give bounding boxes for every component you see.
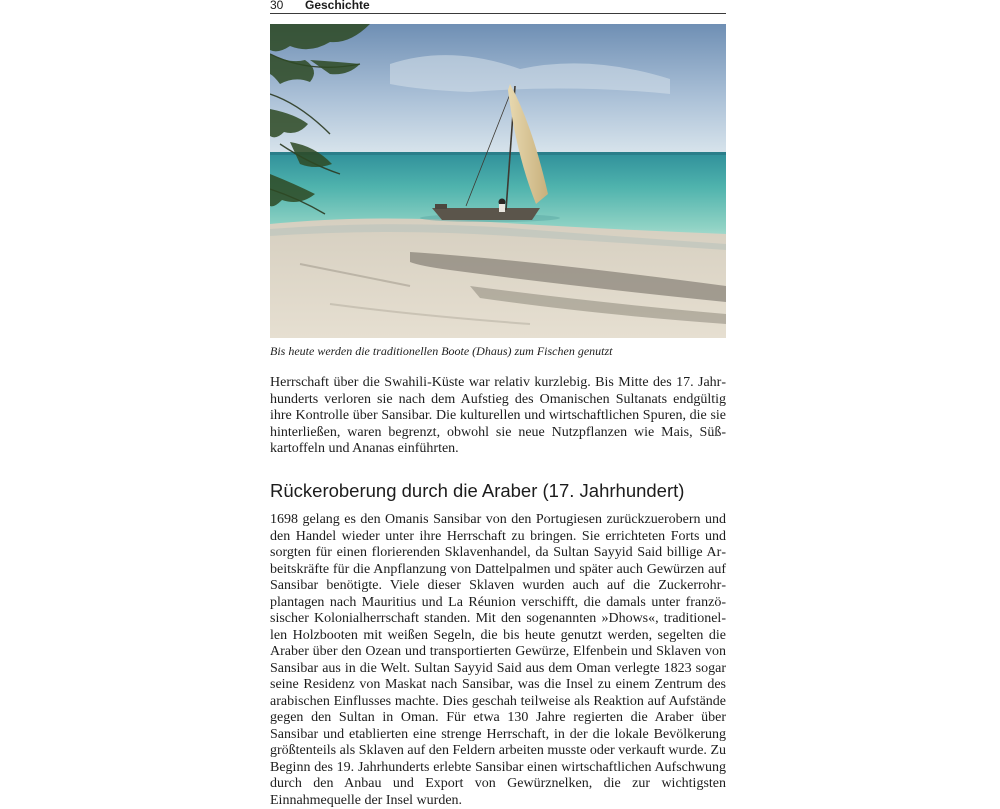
page-header	[270, 0, 726, 14]
section-heading: Rückeroberung durch die Araber (17. Jahrhundert)	[270, 480, 685, 501]
beach-dhow-photo	[270, 24, 726, 338]
photo-caption: Bis heute werden die traditionellen Boote (Dhaus) zum Fischen genutzt	[270, 344, 613, 358]
page-number: 30	[270, 0, 284, 12]
body-paragraph-1: Herrschaft über die Swahili-Küste war relativ kurzlebig. Bis Mitte des 17. Jahrhunderts verloren sie nach dem Aufstieg des Omanischen Sultanats endgültig ihre Kontrolle über Sansibar. Die kulturellen und wirtschaftlichen Spuren, die sie hinterließen, waren begrenzt, obwohl sie neue Nutzpflanzen wie Mais, Süßkartoffeln und Ananas einführten.	[270, 375, 726, 456]
running-head: Geschichte	[305, 0, 370, 12]
body-paragraph-2: 1698 gelang es den Omanis Sansibar von den Portugiesen zurückzuerobern und den Handel wieder unter ihre Herrschaft zu bringen. Sie errichteten Forts und sorgten für einen florierenden Sklavenhandel, da Sultan Sayyid Said billige Arbeitskräfte für die Anpflanzung von Dattelpalmen und später auch Gewürzen auf Sansibar benötigte. Viele dieser Sklaven wurden auch auf die Zuckerrohrplantagen nach Mauritius und La Réunion verschifft, die damals unter französischer Kolonialherrschaft standen. Mit den sogenannten »Dhows«, traditionellen Holzbooten mit weißen Segeln, die bis heute genutzt werden, segelten die Araber über den Ozean und transportierten Gewürze, Elfenbein und Sklaven von Sansibar aus in die Welt. Sultan Sayyid Said aus dem Oman verlegte 1823 sogar seine Residenz von Maskat nach Sansibar, was die Insel zu einem Zentrum des arabischen Einflusses machte. Dies geschah teilweise als Reaktion auf Aufstände gegen den Sultan in Oman. Für etwa 130 Jahre regierten die Araber über Sansibar und etablierten eine strenge Herrschaft, in der die lokale Bevölkerung größtenteils als Sklaven auf den Feldern arbeiten musste oder verkauft wurde. Zu Beginn des 19. Jahrhunderts erlebte Sansibar einen wirtschaftlichen Aufschwung durch den Anbau und Export von Gewürznelken, die zur wichtigsten Einnahmequelle der Insel wurden.	[270, 512, 726, 808]
